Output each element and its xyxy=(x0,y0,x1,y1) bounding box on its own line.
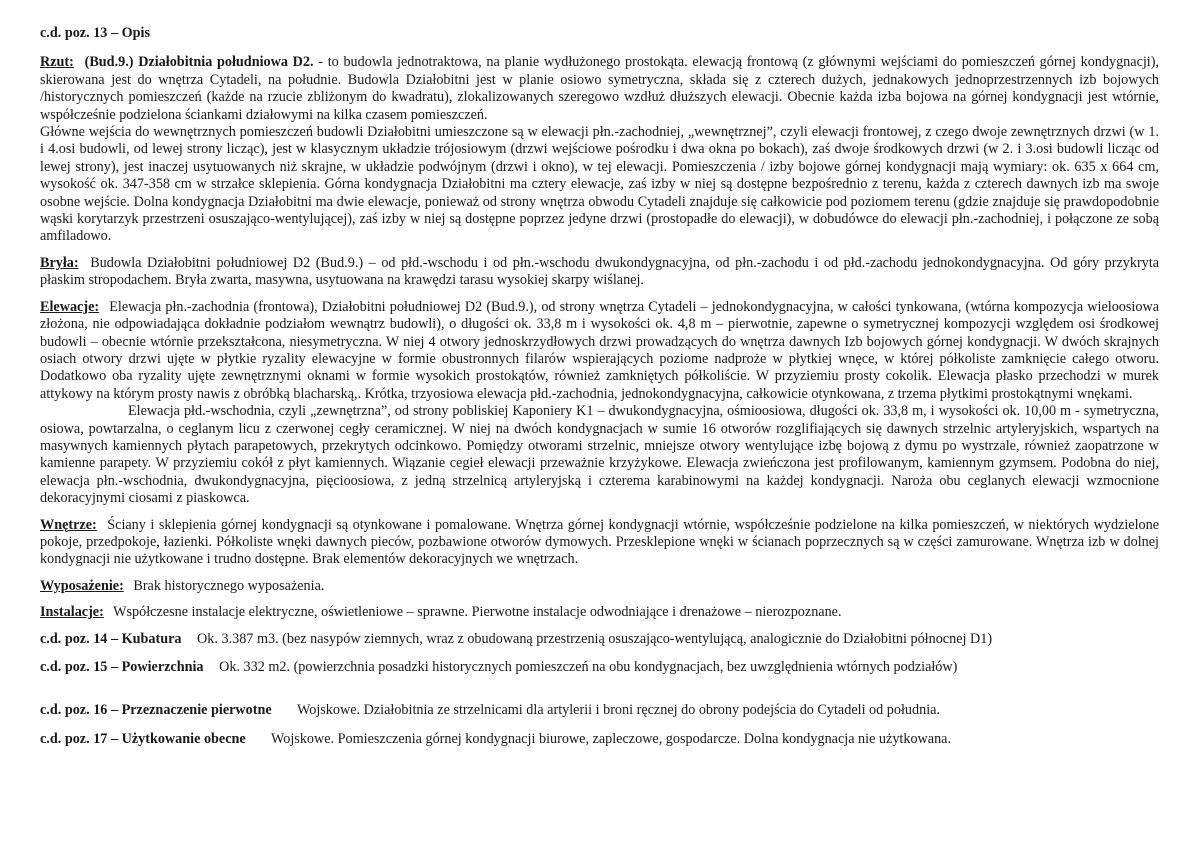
instalacje-paragraph xyxy=(40,604,1159,621)
wyposazenie-text: Brak historycznego wyposażenia. xyxy=(133,577,325,594)
section-wyposazenie xyxy=(40,578,1159,595)
wyposazenie-label: Wyposażenie: xyxy=(40,577,124,594)
instalacje-label: Instalacje: xyxy=(40,604,104,621)
position-label: c.d. poz. 15 – Powierzchnia xyxy=(40,659,204,675)
section-elewacje xyxy=(40,299,1159,508)
position-label: c.d. poz. 14 – Kubatura xyxy=(40,630,182,647)
rzut-bold-lead: (Bud.9.) Działobitnia południowa D2. xyxy=(84,54,314,71)
rzut-text: - to budowla jednotraktowa, na planie wydłużonego prostokąta. elewacją frontową (z głównymi wejściami do pomieszczeń górnej kondygnacji), skierowana jest do wnętrza Cytadeli, na południe. Budowla Działobitni jest w planie osiowo symetryczna, składa się z czterech dużych, jednakowych jednoprzestrzennych izb bojowych /historycznych pomieszczeń (każde na rzucie zbliżonym do kwadratu), zlokalizowanych szeregowo wzdłuż dłuższych elewacji. Obecnie każda izba bojowa na górnej kondygnacji jest wtórnie, współcześnie podzielona ściankami działowymi na kilka czasem pomieszczeń. xyxy=(40,54,1160,123)
elewacje-text: Elewacja płn.-zachodnia (frontowa), Działobitni południowej D2 (Bud.9.), od strony wnętrza Cytadeli – jednokondygnacyjna, w całości tynkowana, (wtórna kompozycja wieloosiowa złożona, nie odpowiadająca dokładnie podziałom wewnątrz budowli), o długości ok. 33,8 m i wysokości ok. 4,8 m – pierwotnie, zapewne o symetrycznej kompozycji względem osi środkowej budowli – obecnie wtórnie przekształcona, niesymetryczna. W niej 4 otwory jednoskrzydłowych drzwi prowadzących do wnętrza dawnych Izb bojowych górnej kondygnacji. W dwóch skrajnych osiach otwory drzwi ujęte w płytkie ryzality elewacyjne w formie obustronnych filarów wspierających poziome nadproże w płytkiej wnęce, w której półkoliste zamknięcie całego otworu. Dodatkowo oba ryzality ujęte zewnętrznymi oknami w formie wysokich prostokątów, również zamkniętych półkoliście. W przyziemiu prosty cokolik. Elewacja płasko przechodzi w murek attykowy na którym prosty nawis z obróbką blacharską,. Krótka, trzyosiowa elewacja płd.-zachodnia, jednokondygnacyjna, całkowicie otynkowana, z trzema płytkimi prostokątnymi wnękami. xyxy=(40,298,1159,402)
position-text: Ok. 332 m2. (powierzchnia posadzki historycznych pomieszczeń na obu kondygnacjach, bez uwzględnienia wtórnych podziałów) xyxy=(219,659,958,675)
section-wnetrze xyxy=(40,517,1159,569)
position-text: Ok. 3.387 m3. (bez nasypów ziemnych, wraz z obudowaną przestrzenią osuszająco-wentylującą, analogicznie do Działobitni północnej D1) xyxy=(197,630,993,647)
wnetrze-label: Wnętrze: xyxy=(40,516,97,533)
position-text: Wojskowe. Działobitnia ze strzelnicami dla artylerii i broni ręcznej do obrony podejścia do Cytadeli od południa. xyxy=(296,702,940,719)
position-label: c.d. poz. 16 – Przeznaczenie pierwotne xyxy=(40,702,272,719)
wnetrze-text: Ściany i sklepienia górnej kondygnacji są otynkowane i pomalowane. Wnętrza górnej kondygnacji wtórnie, współcześnie podzielone na kilka pomieszczeń, w niektórych wydzielone pokoje, przedpokoje, łazienki. Półkoliste wnęki dawnych pieców, pozbawione otworów dymowych. Przesklepione wnęki w ścianach poprzecznych są w części zamurowane. Wnętrza izb w dolnej kondygnacji nie użytkowane i trudno dostępne. Brak elementów dekoracyjnych we wnętrzach. xyxy=(40,516,1160,568)
position-label: c.d. poz. 17 – Użytkowanie obecne xyxy=(40,730,246,747)
elewacje-paragraph xyxy=(40,299,1159,403)
bryla-text: Budowla Działobitni południowej D2 (Bud.9.) – od płd.-wschodu i od płn.-wschodu dwukondygnacyjna, od płn.-zachodu i od płd.-zachodu jednokondygnacyjna. Od góry przykryta płaskim stropodachem. Bryła zwarta, masywna, usytuowana na krawędzi tarasu wysokiej skarpy wiślanej. xyxy=(40,254,1160,289)
wyposazenie-paragraph xyxy=(40,578,1159,595)
section-heading: c.d. poz. 13 – Opis xyxy=(40,25,150,41)
rzut-label: Rzut: xyxy=(40,54,74,71)
bryla-label: Bryła: xyxy=(40,254,79,271)
position-14-kubatura xyxy=(40,631,1159,648)
instalacje-text: Współczesne instalacje elektryczne, oświetleniowe – sprawne. Pierwotne instalacje odwodniające i drenażowe – nierozpoznane. xyxy=(113,604,842,621)
position-15-powierzchnia xyxy=(40,659,1159,676)
section-instalacje xyxy=(40,604,1159,621)
rzut-paragraph-2: Główne wejścia do wewnętrznych pomieszczeń budowli Działobitni umieszczone są w elewacji płn.-zachodniej, „wewnętrznej”, czyli elewacji frontowej, z czego dwoje zewnętrznych drzwi (w 1. i 4.osi budowli, od lewej strony licząc), jest w klasycznym układzie trójosiowym (drzwi wejściowe pośrodku i dwa okna po bokach), zaś dwoje środkowych drzwi (w 2. i 3.osi budowli licząc od lewej strony), jest inaczej usytuowanych niż skrajne, w układzie podwójnym (drzwi i okno), w tej elewacji. Pomieszczenia / izby bojowe górnej kondygnacji mają wymiary: ok. 635 x 664 cm, wysokość ok. 347-358 cm w strzałce sklepienia. Górna kondygnacja Działobitni ma cztery elewacje, zaś izby w niej są dostępne bezpośrednio z terenu, każda z czterech dawnych izb ma swoje osobne wejście. Dolna kondygnacja Działobitni ma dwie elewacje, ponieważ od strony wnętrza obwodu Cytadeli znajduje się całkowicie pod poziomem terenu (gdzie znajduje się prawdopodobnie wąski korytarzyk przestrzeni osuszająco-wentylującej), zaś izby w niej są dostępne poprzez jedyne drzwi (prostopadłe do elewacji), w dobudówce do elewacji płn.-zachodniej, i połączone ze sobą amfiladowo. xyxy=(40,124,1159,245)
position-17-uzytkowanie xyxy=(40,731,1159,748)
bryla-paragraph xyxy=(40,255,1159,290)
rzut-paragraph xyxy=(40,54,1159,124)
section-rzut xyxy=(40,54,1159,245)
wnetrze-paragraph xyxy=(40,517,1159,569)
elewacje-paragraph-2: Elewacja płd.-wschodnia, czyli „zewnętrzna”, od strony pobliskiej Kaponiery K1 – dwukondygnacyjna, ośmioosiowa, długości ok. 33,8 m, i wysokości ok. 10,00 m - symetryczna, osiowa, powtarzalna, o ceglanym licu z czerwonej cegły ceramicznej. W niej na dwóch kondygnacjach w sumie 16 otworów rozglifiających się dawnych strzelnic artyleryjskich, wspartych na masywnych kamiennych płytach parapetowych, przekrytych odcinkowo. Pomiędzy otworami strzelnic, mniejsze otwory wentylujące izbę bojową z dymu po wystrzale, również zaopatrzone w kamienne parapety. W przyziemiu cokół z płyt kamiennych. Wiązanie cegieł elewacji przeważnie krzyżykowe. Elewacja zwieńczona jest profilowanym, kamiennym gzymsem. Podobna do niej, elewacja płn.-wschodnia, dwukondygnacyjna, pięcioosiowa, z jedną strzelnicą artyleryjską i czterema karabinowymi na każdej kondygnacji. Naroża obu ceglanych elewacji wzmocnione dekoracyjnymi ciosami z piaskowca. xyxy=(40,403,1159,507)
position-text: Wojskowe. Pomieszczenia górnej kondygnacji biurowe, zapleczowe, gospodarcze. Dolna kondygnacja nie użytkowana. xyxy=(271,730,952,747)
section-bryla xyxy=(40,255,1159,290)
position-16-przeznaczenie xyxy=(40,702,1159,719)
elewacje-label: Elewacje: xyxy=(40,298,100,315)
